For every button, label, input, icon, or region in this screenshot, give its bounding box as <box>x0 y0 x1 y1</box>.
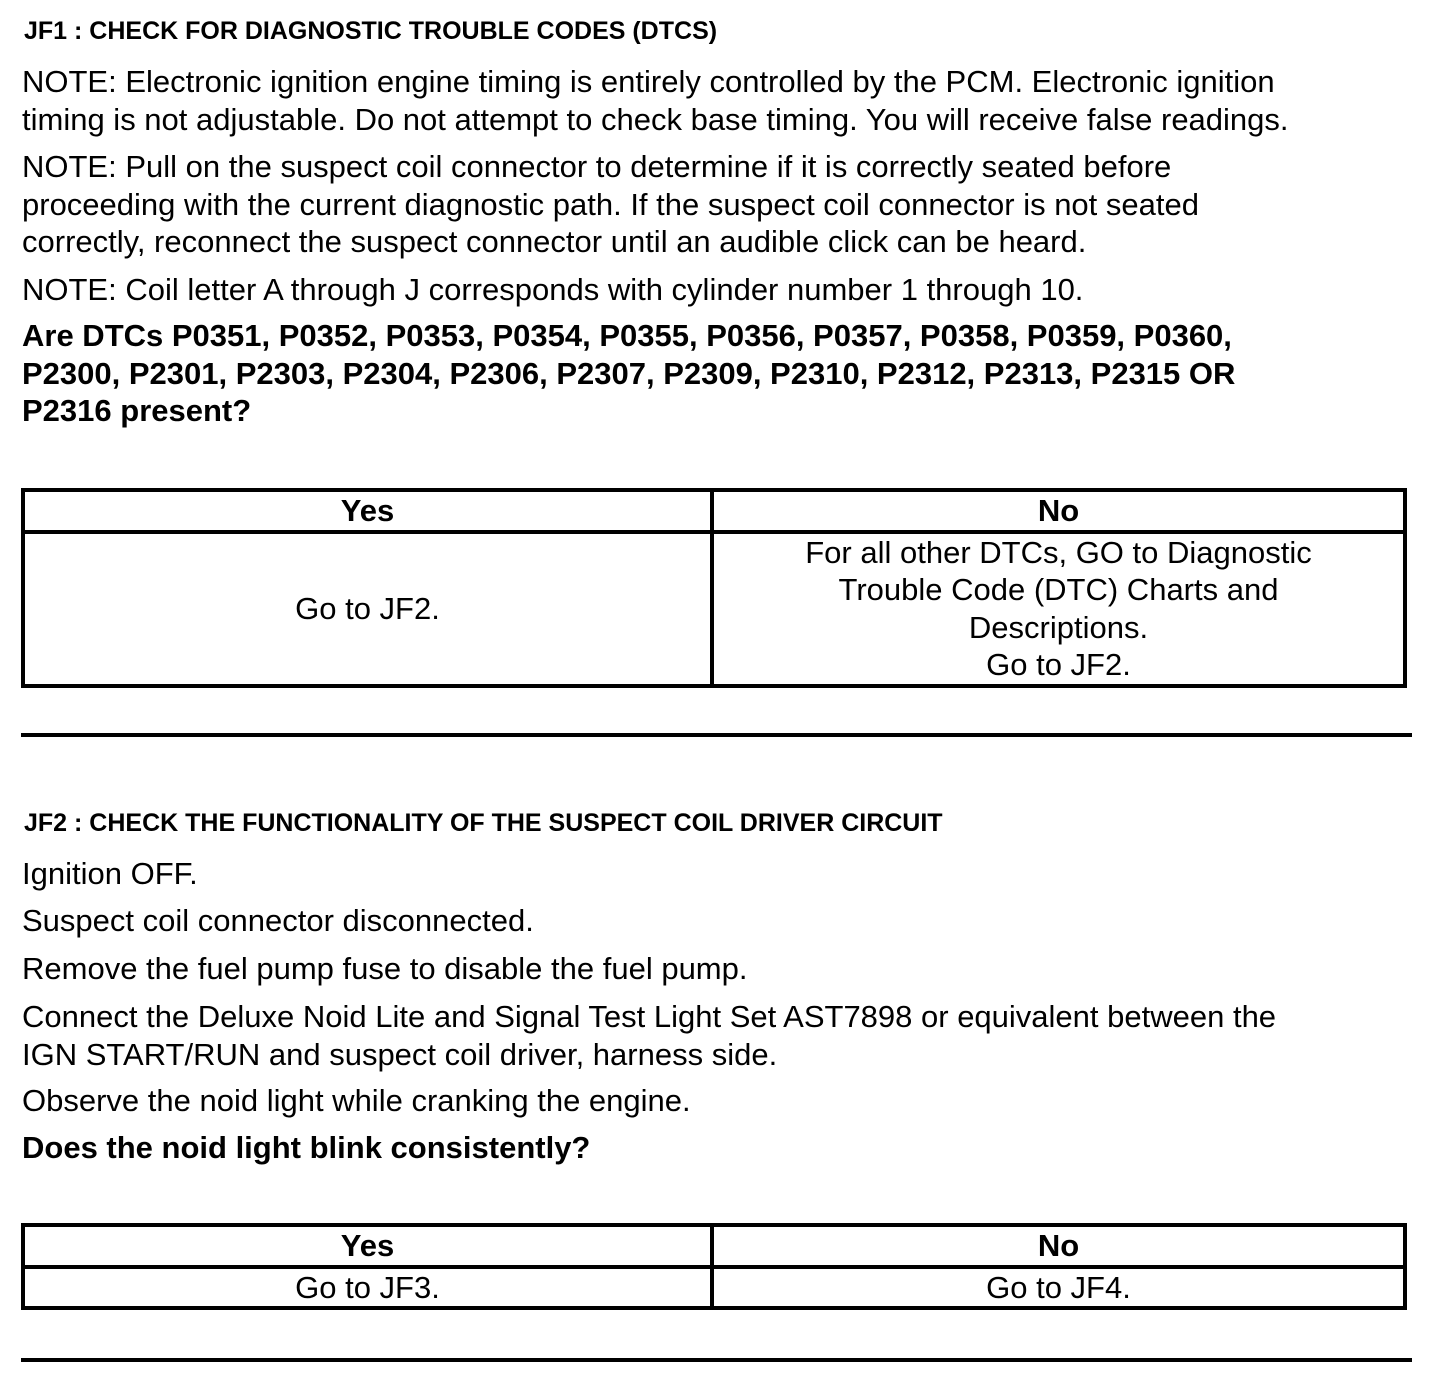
jf2-step-ignition-off: Ignition OFF. <box>22 856 198 891</box>
jf1-note-connector <box>22 148 1412 261</box>
section-divider <box>21 1358 1412 1362</box>
jf1-question-line: Are DTCs P0351, P0352, P0353, P0354, P0355, P0356, P0357, P0358, P0359, P0360, <box>22 318 1232 353</box>
jf2-step-remove-fuse: Remove the fuel pump fuse to disable the fuel pump. <box>22 951 748 986</box>
jf2-step-disconnect: Suspect coil connector disconnected. <box>22 903 534 938</box>
jf1-note-connector-line: proceeding with the current diagnostic path. If the suspect coil connector is not seated <box>22 186 1199 222</box>
jf1-heading: JF1 : CHECK FOR DIAGNOSTIC TROUBLE CODES (DTCS) <box>24 17 718 45</box>
yes-header: Yes <box>23 490 712 532</box>
no-cell-line: For all other DTCs, GO to Diagnostic <box>805 534 1312 570</box>
table-header-row <box>23 490 1405 532</box>
table-row <box>23 532 1405 686</box>
no-cell: Go to JF4. <box>712 1267 1405 1309</box>
no-header: No <box>712 1225 1405 1267</box>
jf2-answer-table <box>21 1223 1407 1310</box>
no-cell <box>712 532 1405 686</box>
jf1-question-line: P2316 present? <box>22 393 252 428</box>
jf1-note-connector-line: NOTE: Pull on the suspect coil connector to determine if it is correctly seated before <box>22 149 1172 184</box>
jf1-note-coil-letter: NOTE: Coil letter A through J corresponds with cylinder number 1 through 10. <box>22 272 1084 307</box>
jf1-question <box>22 317 1412 430</box>
jf1-question-line: P2300, P2301, P2303, P2304, P2306, P2307, P2309, P2310, P2312, P2313, P2315 OR <box>22 355 1236 391</box>
no-header: No <box>712 490 1405 532</box>
jf2-heading: JF2 : CHECK THE FUNCTIONALITY OF THE SUSPECT COIL DRIVER CIRCUIT <box>24 809 943 837</box>
jf1-note-timing-line: NOTE: Electronic ignition engine timing is entirely controlled by the PCM. Electronic ignition <box>22 64 1275 99</box>
jf2-step-connect-noid-line: Connect the Deluxe Noid Lite and Signal Test Light Set AST7898 or equivalent between the <box>22 999 1277 1034</box>
jf1-note-timing <box>22 63 1412 138</box>
jf2-step-connect-noid <box>22 998 1412 1073</box>
jf2-step-connect-noid-line: IGN START/RUN and suspect coil driver, harness side. <box>22 1036 778 1072</box>
table-row <box>23 1267 1405 1309</box>
jf2-question: Does the noid light blink consistently? <box>22 1130 591 1165</box>
section-divider <box>21 733 1412 737</box>
no-cell-line: Go to JF2. <box>986 647 1131 682</box>
yes-header: Yes <box>23 1225 712 1267</box>
no-cell-line: Trouble Code (DTC) Charts and <box>838 572 1279 607</box>
yes-cell: Go to JF2. <box>23 532 712 686</box>
no-cell-line: Descriptions. <box>968 609 1149 645</box>
jf1-answer-table <box>21 488 1407 688</box>
jf1-note-connector-line: correctly, reconnect the suspect connector until an audible click can be heard. <box>22 224 1087 259</box>
table-header-row <box>23 1225 1405 1267</box>
yes-cell: Go to JF3. <box>23 1267 712 1309</box>
jf2-step-observe: Observe the noid light while cranking the engine. <box>22 1083 691 1118</box>
jf1-note-timing-line: timing is not adjustable. Do not attempt to check base timing. You will receive false readings. <box>22 101 1289 137</box>
